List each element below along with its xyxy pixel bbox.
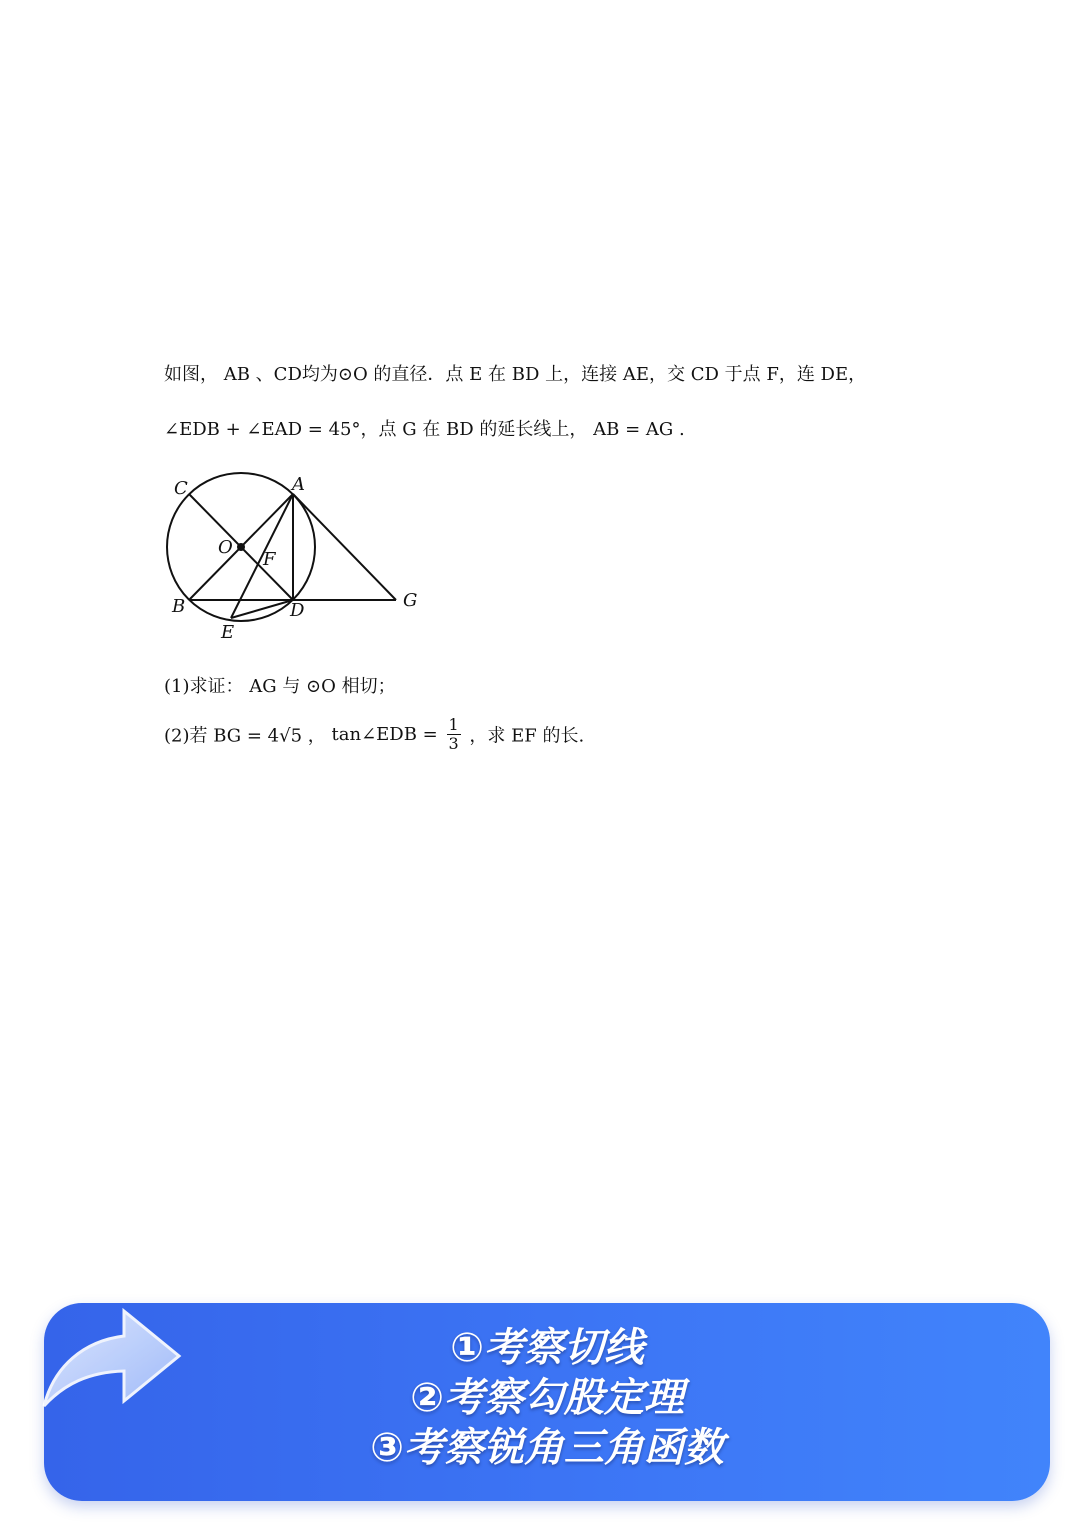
question-2-suffix: ，求 EF 的长.: [469, 725, 585, 747]
fraction-numerator: 1: [448, 715, 459, 734]
label-f: F: [263, 549, 276, 570]
segment-de: [231, 600, 293, 618]
question-1: (1)求证： AG 与 ⊙O 相切；: [164, 676, 396, 697]
problem-line-2: ∠EDB + ∠EAD = 45°，点 G 在 BD 的延长线上， AB = AG .: [164, 419, 685, 440]
label-e: E: [221, 622, 235, 643]
label-g: G: [403, 590, 418, 611]
label-b: B: [172, 596, 186, 617]
fraction-denominator: 3: [448, 734, 459, 753]
center-point: [237, 543, 245, 551]
summary-banner: [44, 1303, 1050, 1501]
banner-item-1: ①考察切线: [450, 1325, 644, 1371]
label-c: C: [174, 478, 188, 499]
question-2: [164, 716, 584, 766]
question-2-tan: tan∠EDB =: [331, 724, 438, 745]
question-2-prefix: (2)若 BG = 4√5 ，: [164, 725, 326, 747]
problem-line-1: 如图， AB 、CD均为⊙O 的直径．点 E 在 BD 上，连接 AE，交 CD 于点 F，连 DE，: [164, 364, 867, 385]
banner-item-2: ②考察勾股定理: [410, 1375, 684, 1421]
label-o: O: [218, 537, 233, 558]
curved-arrow-icon: [14, 1276, 189, 1426]
label-d: D: [290, 600, 305, 621]
segment-ag: [293, 494, 396, 600]
fraction-one-third: [447, 716, 461, 753]
banner-item-3: ③考察锐角三角函数: [370, 1425, 724, 1471]
geometry-figure: [155, 468, 445, 648]
label-a: A: [292, 474, 305, 495]
